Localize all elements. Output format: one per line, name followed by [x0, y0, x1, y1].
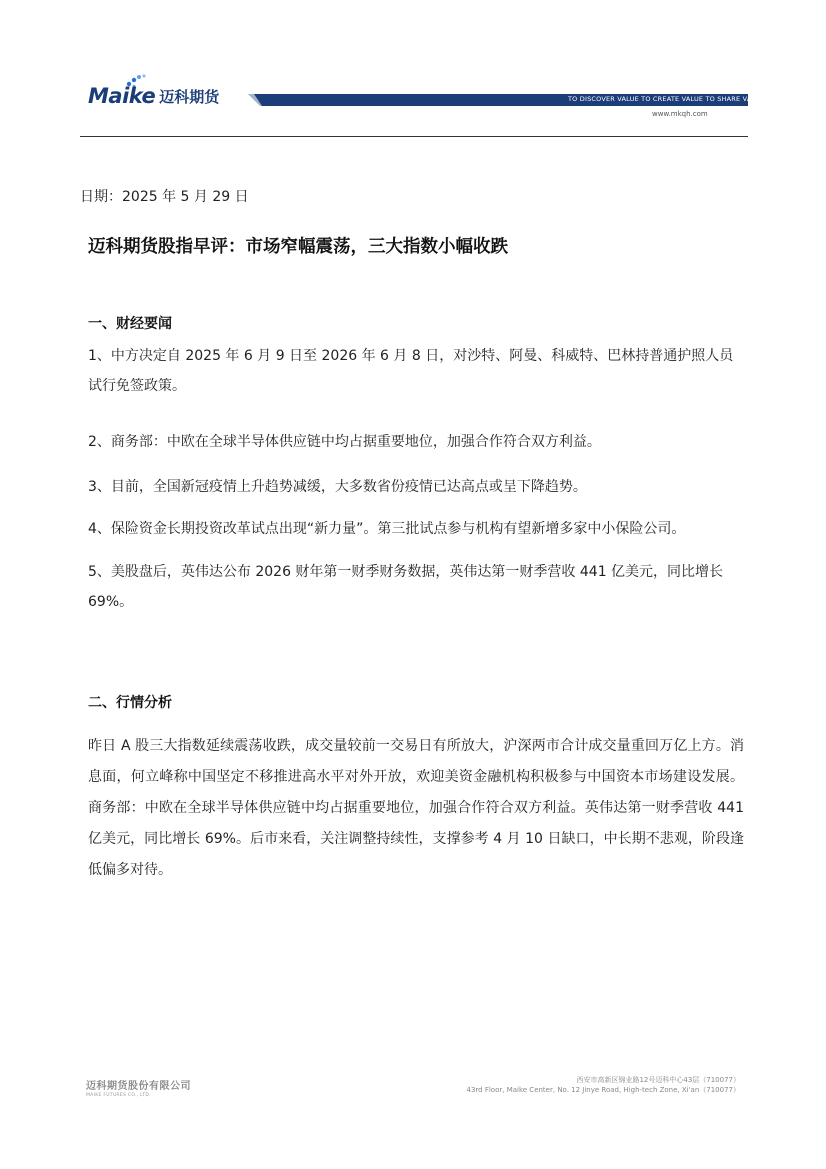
company-logo — [88, 84, 219, 108]
news-item: 4、保险资金长期投资改革试点出现“新力量”。第三批试点参与机构有望新增多家中小保险公司。 — [88, 521, 686, 537]
analysis-body: 昨日 A 股三大指数延续震荡收跌，成交量较前一交易日有所放大，沪深两市合计成交量重回万亿上方。消息面，何立峰称中国坚定不移推进高水平对外开放，欢迎美资金融机构积极参与中国资本市场建设发展。商务部：中欧在全球半导体供应链中均占据重要地位，加强合作符合双方利益。英伟达第一财季营收 441 亿美元，同比增长 69%。后市来看，关注调整持续性，支撑参考 4 月 10 日缺口，中长期不悲观，阶段逢低偏多对待。 — [88, 738, 744, 878]
footer-company — [86, 1077, 191, 1098]
footer-address-cn: 西安市高新区锦业路12号迈科中心43层（710077） — [576, 1076, 740, 1084]
report-date: 日期：2025 年 5 月 29 日 — [80, 189, 249, 205]
news-item: 3、目前，全国新冠疫情上升趋势减缓，大多数省份疫情已达高点或呈下降趋势。 — [88, 479, 587, 495]
website-link[interactable]: www.mkqh.com — [652, 110, 708, 118]
footer-address — [467, 1075, 741, 1095]
header-slogan: TO DISCOVER VALUE TO CREATE VALUE TO SHARE VALUE — [568, 95, 765, 103]
footer-address-en: 43rd Floor, Maike Center, No. 12 Jinye Road, High-tech Zone, Xi'an（710077） — [466, 1086, 740, 1094]
header-divider — [80, 136, 748, 137]
report-title: 迈科期货股指早评：市场窄幅震荡，三大指数小幅收跌 — [88, 237, 508, 257]
section-heading-news: 一、财经要闻 — [88, 316, 172, 332]
section-heading-analysis: 二、行情分析 — [88, 695, 172, 711]
news-item: 2、商务部：中欧在全球半导体供应链中均占据重要地位，加强合作符合双方利益。 — [88, 434, 601, 450]
news-item: 1、中方决定自 2025 年 6 月 9 日至 2026 年 6 月 8 日，对沙特、阿曼、科威特、巴林持普通护照人员试行免签政策。 — [88, 348, 734, 394]
logo-latin: Maike — [88, 84, 156, 108]
footer-company-en: MAIKE FUTURES CO., LTD. — [86, 1093, 151, 1098]
news-item: 5、美股盘后，英伟达公布 2026 财年第一财季财务数据，英伟达第一财季营收 441 亿美元，同比增长 69%。 — [88, 564, 724, 610]
footer-company-cn: 迈科期货股份有限公司 — [86, 1081, 191, 1092]
page-header — [0, 0, 826, 140]
logo-cn: 迈科期货 — [159, 88, 220, 106]
